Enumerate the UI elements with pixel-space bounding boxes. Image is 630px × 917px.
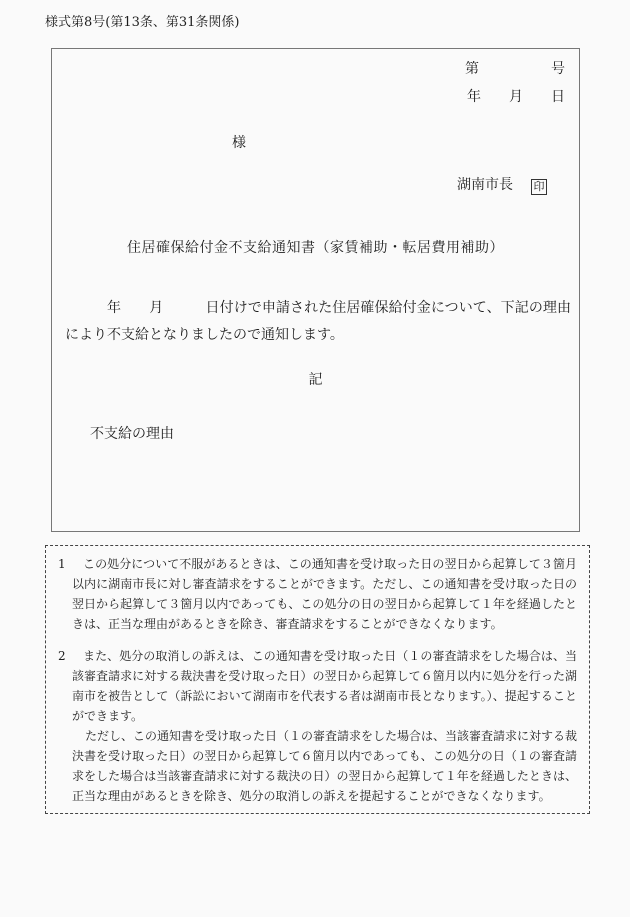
- document-number-line: [52, 59, 579, 79]
- issuer-name: 湖南市長: [457, 177, 513, 193]
- doc-number-suffix: 号: [551, 61, 565, 77]
- note-2-text-1: また、処分の取消しの訴えは、この通知書を受け取った日（１の審査請求をした場合は、当該審査請求に対する裁決書を受け取った日）の翌日から起算して６箇月以内に処分を行った湖南市を被告として（訴訟において湖南市を代表する者は湖南市長となります。）、提起することができます。: [72, 649, 577, 723]
- doc-number-prefix: 第: [465, 61, 479, 77]
- notice-box: [51, 48, 580, 532]
- note-2-paragraph-1: [58, 646, 577, 726]
- date-line: [52, 87, 579, 107]
- note-item-2: [58, 646, 577, 806]
- appeal-notes-box: [45, 545, 590, 814]
- issuer-line: [52, 175, 579, 195]
- date-year-label: 年: [467, 89, 481, 105]
- document-title: 住居確保給付金不支給通知書（家賃補助・転居費用補助）: [127, 240, 504, 256]
- addressee-honorific: 様: [232, 135, 246, 151]
- date-month-label: 月: [509, 89, 523, 105]
- seal-icon: 印: [531, 179, 547, 195]
- note-1-paragraph: [58, 554, 577, 634]
- record-marker: 記: [308, 372, 323, 388]
- note-item-1: [58, 554, 577, 634]
- form-style-label: 様式第8号(第13条、第31条関係): [45, 15, 240, 30]
- note-2-number: 2: [58, 649, 66, 663]
- reason-label: 不支給の理由: [90, 426, 174, 442]
- note-1-number: 1: [58, 557, 66, 571]
- note-2-paragraph-2: ただし、この通知書を受け取った日（１の審査請求をした場合は、当該審査請求に対する裁決書を受け取った日）の翌日から起算して６箇月以内であっても、この処分の日（１の審査請求をした場合は当該審査請求に対する裁決の日）の翌日から起算して１年を経過したときは、正当な理由があるときを除き、処分の取消しの訴えを提起することができなくなります。: [72, 729, 578, 803]
- addressee-line: [52, 133, 579, 153]
- note-1-text: この処分について不服があるときは、この通知書を受け取った日の翌日から起算して３箇月以内に湖南市長に対し審査請求をすることができます。ただし、この通知書を受け取った日の翌日から起算して３箇月以内であっても、この処分の日の翌日から起算して１年を経過したときは、正当な理由があるときを除き、審査請求をすることができなくなります。: [72, 557, 577, 631]
- date-day-label: 日: [551, 89, 565, 105]
- body-paragraph: 年 月 日付けで申請された住居確保給付金について、下記の理由により不支給となりましたので通知します。: [65, 300, 571, 343]
